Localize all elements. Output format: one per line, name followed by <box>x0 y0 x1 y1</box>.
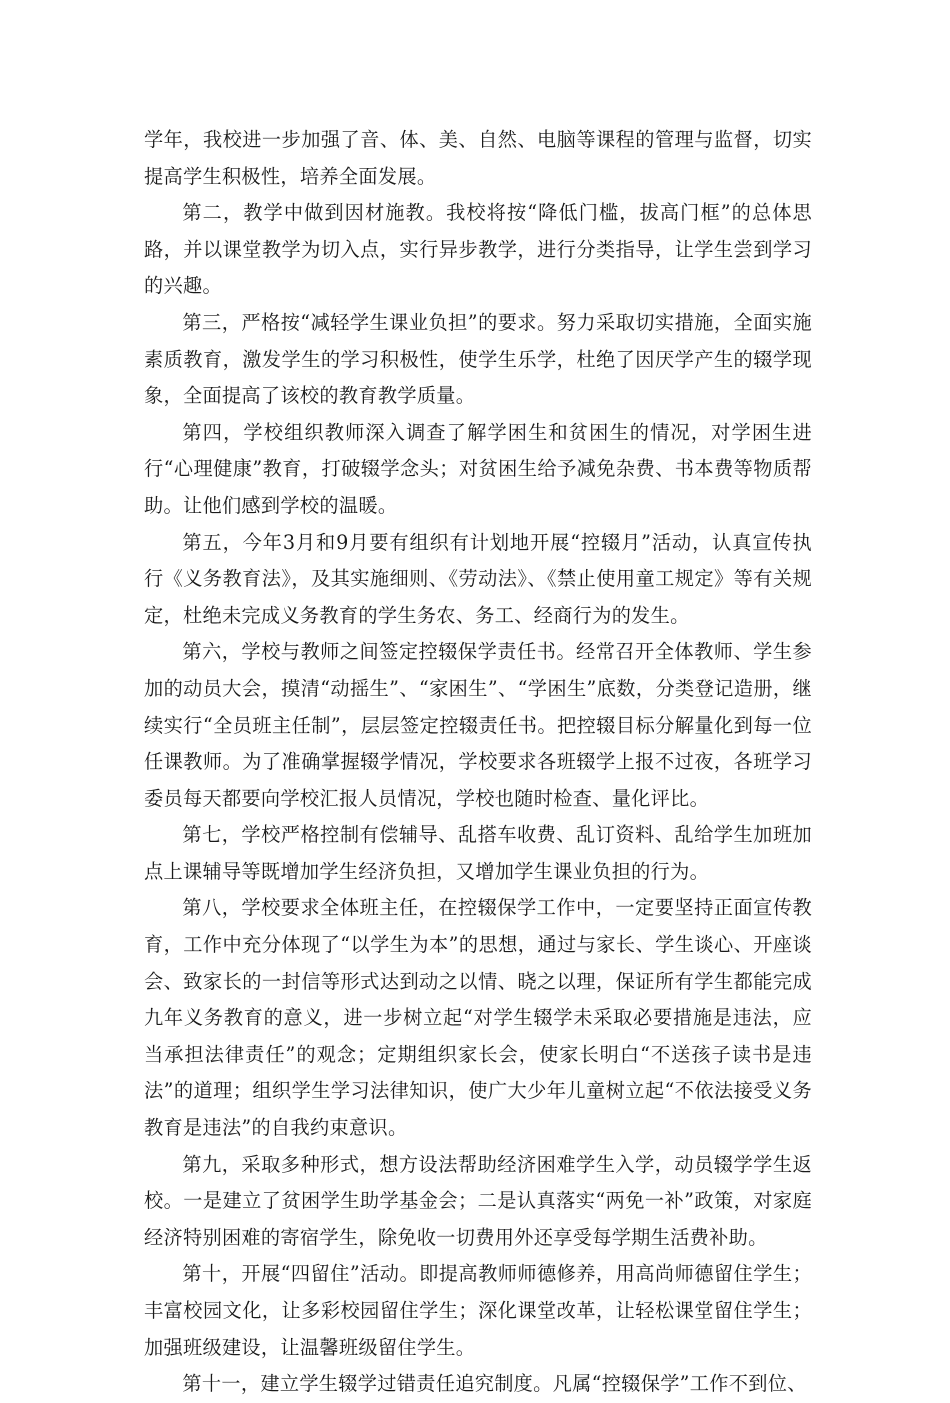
paragraph-continuation: 学年，我校进一步加强了音、体、美、自然、电脑等课程的管理与监督，切实提高学生积极性，培养全面发展。 <box>144 128 812 188</box>
paragraph-9: 第九，采取多种形式，想方设法帮助经济困难学生入学，动员辍学学生返校。一是建立了贫困学生助学基金会；二是认真落实“两免一补”政策，对家庭经济特别困难的寄宿学生，除免收一切费用外还享受每学期生活费补助。 <box>144 1152 812 1249</box>
paragraph-3: 第三，严格按“减轻学生课业负担”的要求。努力采取切实措施，全面实施素质教育，激发学生的学习积极性，使学生乐学，杜绝了因厌学产生的辍学现象，全面提高了该校的教育教学质量。 <box>144 310 812 408</box>
document-body <box>144 122 812 1403</box>
paragraph-2: 第二，教学中做到因材施教。我校将按“降低门槛，拔高门框”的总体思路，并以课堂教学为切入点，实行异步教学，进行分类指导，让学生尝到学习的兴趣。 <box>144 201 812 298</box>
paragraph-8: 第八，学校要求全体班主任，在控辍保学工作中，一定要坚持正面宣传教育，工作中充分体现了“以学生为本”的思想，通过与家长、学生谈心、开座谈会、致家长的一封信等形式达到动之以情、晓之以理，保证所有学生都能完成九年义务教育的意义，进一步树立起“对学生辍学未采取必要措施是违法，应当承担法律责任”的观念；定期组织家长会，使家长明白“不送孩子读书是违法”的道理；组织学生学习法律知识，使广大少年儿童树立起“不依法接受义务教育是违法”的自我约束意识。 <box>144 896 812 1140</box>
paragraph-7: 第七，学校严格控制有偿辅导、乱搭车收费、乱订资料、乱给学生加班加点上课辅导等既增加学生经济负担，又增加学生课业负担的行为。 <box>144 823 812 883</box>
paragraph-5: 第五，今年3月和9月要有组织有计划地开展“控辍月”活动，认真宣传执行《义务教育法》，及其实施细则、《劳动法》、《禁止使用童工规定》等有关规定，杜绝未完成义务教育的学生务农、务工、经商行为的发生。 <box>144 530 812 627</box>
paragraph-4: 第四，学校组织教师深入调查了解学困生和贫困生的情况，对学困生进行“心理健康”教育，打破辍学念头；对贫困生给予减免杂费、书本费等物质帮助。让他们感到学校的温暖。 <box>144 420 812 517</box>
paragraph-10: 第十，开展“四留住”活动。即提高教师师德修养，用高尚师德留住学生；丰富校园文化，让多彩校园留住学生；深化课堂改革，让轻松课堂留住学生；加强班级建设，让温馨班级留住学生。 <box>144 1262 812 1359</box>
paragraph-11: 第十一，建立学生辍学过错责任追究制度。凡属“控辍保学”工作不到位、 <box>182 1372 807 1396</box>
paragraph-6: 第六，学校与教师之间签定控辍保学责任书。经常召开全体教师、学生参加的动员大会，摸清“动摇生”、“家困生”、“学困生”底数，分类登记造册，继续实行“全员班主任制”，层层签定控辍责任书。把控辍目标分解量化到每一位任课教师。为了准确掌握辍学情况，学校要求各班辍学上报不过夜，各班学习委员每天都要向学校汇报人员情况，学校也随时检查、量化评比。 <box>144 640 812 810</box>
